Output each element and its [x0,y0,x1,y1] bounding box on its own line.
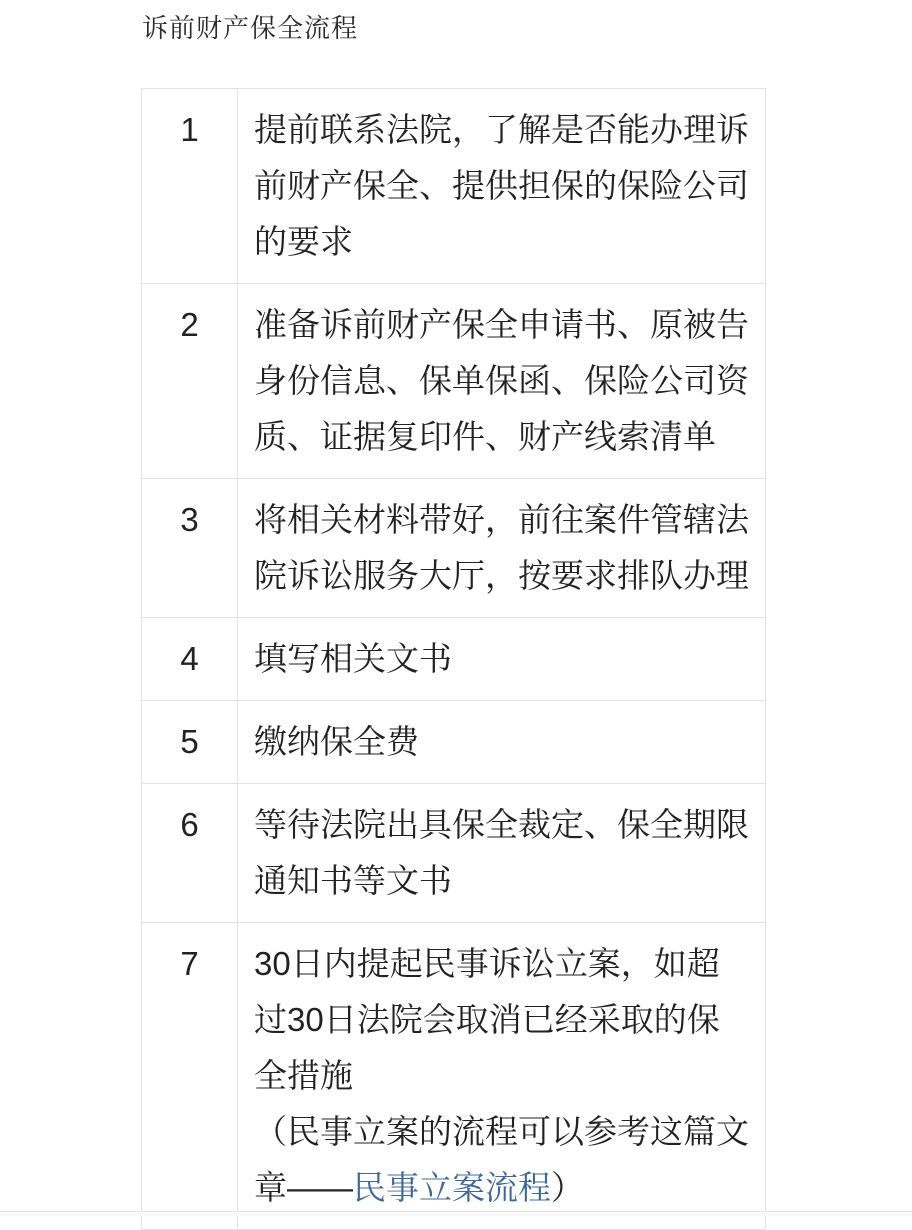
step-text: 等待法院出具保全裁定、保全期限通知书等文书 [238,784,766,923]
step-number: 3 [142,479,238,618]
table-row [142,618,766,701]
step-number: 4 [142,618,238,701]
note-suffix: ） [551,1169,584,1206]
step-number: 1 [142,89,238,284]
civil-filing-process-link[interactable]: 民事立案流程 [353,1169,551,1206]
step-number: 7 [142,923,238,1230]
step-number: 5 [142,701,238,784]
bottom-edge-strip [0,1212,912,1216]
step-number: 6 [142,784,238,923]
step-note [254,1104,751,1216]
step-text: 提前联系法院，了解是否能办理诉前财产保全、提供担保的保险公司的要求 [238,89,766,284]
table-row [142,784,766,923]
procedure-table [141,88,766,1230]
table-row [142,284,766,479]
note-prefix: （民事立案的流程可以参考这篇文章—— [254,1113,749,1206]
table-row [142,479,766,618]
page-title: 诉前财产保全流程 [142,13,359,43]
step-text: 准备诉前财产保全申请书、原被告身份信息、保单保函、保险公司资质、证据复印件、财产线索清单 [238,284,766,479]
table-row [142,701,766,784]
step-cell [238,923,766,1230]
step-number: 2 [142,284,238,479]
table-row [142,89,766,284]
step-text: 填写相关文书 [238,618,766,701]
step-text: 将相关材料带好，前往案件管辖法院诉讼服务大厅，按要求排队办理 [238,479,766,618]
table-row [142,923,766,1230]
step-text: 缴纳保全费 [238,701,766,784]
step-text: 30日内提起民事诉讼立案，如超过30日法院会取消已经采取的保全措施 [254,945,720,1094]
